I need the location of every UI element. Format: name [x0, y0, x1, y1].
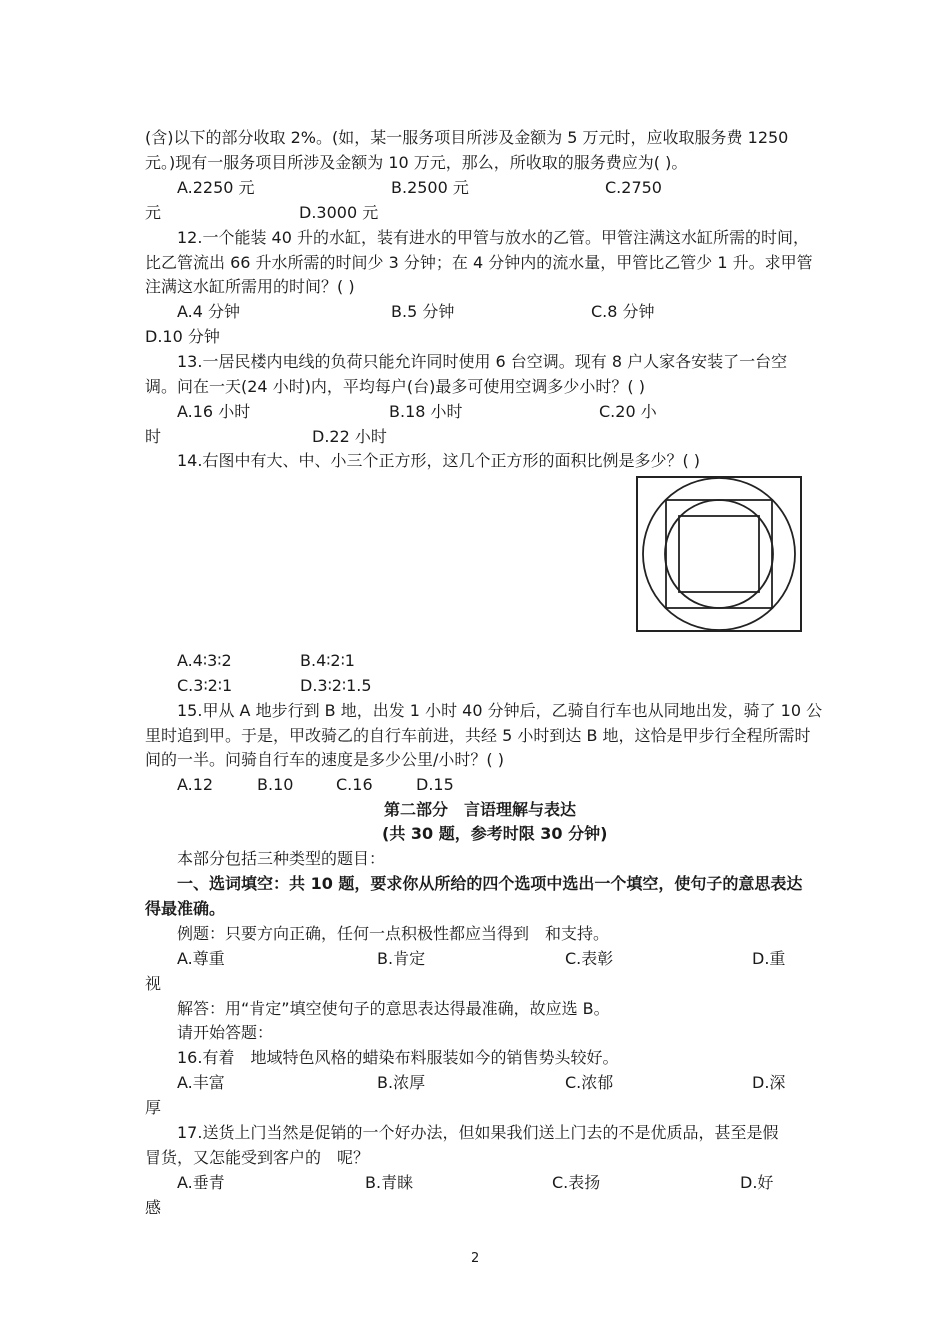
- q14-option-d: D.3∶2∶1.5: [300, 676, 372, 695]
- q17-option-d-tail: 感: [145, 1198, 162, 1217]
- q11-option-a: A.2250 元: [177, 178, 255, 197]
- section1-instruction-line-2: 得最准确。: [145, 899, 226, 918]
- example-option-b: B.肯定: [377, 949, 426, 968]
- q12-option-b: B.5 分钟: [391, 302, 455, 321]
- page-number: 2: [471, 1251, 480, 1266]
- q12-option-d: D.10 分钟: [145, 327, 220, 346]
- example-option-d-tail: 视: [145, 974, 162, 993]
- q17-stem-line-1: 17.送货上门当然是促销的一个好办法，但如果我们送上门去的不是优质品，甚至是假: [177, 1123, 779, 1142]
- q13-option-d: D.22 小时: [312, 427, 387, 446]
- q16-stem: 16.有着 地域特色风格的蜡染布料服装如今的销售势头较好。: [177, 1048, 619, 1067]
- example-option-d: D.重: [752, 949, 786, 968]
- q15-option-a: A.12: [177, 775, 214, 794]
- start-prompt: 请开始答题：: [177, 1023, 274, 1042]
- q13-stem-line-1: 13.一居民楼内电线的负荷只能允许同时使用 6 台空调。现有 8 户人家各安装了一台空: [177, 352, 788, 371]
- small-square: [679, 516, 759, 592]
- q17-stem-line-2: 冒货，又怎能受到客户的 呢？: [145, 1148, 370, 1167]
- example-option-c: C.表彰: [565, 949, 614, 968]
- q11-stem-line-2: 元。)现有一服务项目所涉及金额为 10 万元，那么，所收取的服务费应为( )。: [145, 153, 688, 172]
- example-option-a: A.尊重: [177, 949, 225, 968]
- q12-stem-line-3: 注满这水缸所需用的时间？( ): [145, 277, 355, 296]
- q12-option-a: A.4 分钟: [177, 302, 241, 321]
- example-question: 例题：只要方向正确，任何一点积极性都应当得到 和支持。: [177, 924, 610, 943]
- q14-option-c: C.3∶2∶1: [177, 676, 233, 695]
- q11-option-d: D.3000 元: [299, 203, 379, 222]
- q16-option-c: C.浓郁: [565, 1073, 614, 1092]
- q16-option-d: D.深: [752, 1073, 786, 1092]
- q11-option-b: B.2500 元: [391, 178, 469, 197]
- q12-stem-line-1: 12.一个能装 40 升的水缸，装有进水的甲管与放水的乙管。甲管注满这水缸所需的时间，: [177, 228, 809, 247]
- q12-option-c: C.8 分钟: [591, 302, 655, 321]
- part2-title: 第二部分 言语理解与表达: [384, 800, 577, 819]
- q16-option-b: B.浓厚: [377, 1073, 426, 1092]
- q16-option-d-tail: 厚: [145, 1098, 162, 1117]
- q11-option-c-tail: 元: [145, 203, 162, 222]
- q14-option-b: B.4∶2∶1: [300, 651, 355, 670]
- q13-stem-line-2: 调。问在一天(24 小时)内，平均每户(台)最多可使用空调多少小时？( ): [145, 377, 645, 396]
- q17-option-d: D.好: [740, 1173, 774, 1192]
- q15-stem-line-1: 15.甲从 A 地步行到 B 地，出发 1 小时 40 分钟后，乙骑自行车也从同地出发，骑了 10 公: [177, 701, 823, 720]
- q15-stem-line-3: 间的一半。问骑自行车的速度是多少公里/小时？( ): [145, 750, 504, 769]
- q15-option-b: B.10: [257, 775, 294, 794]
- q13-option-c: C.20 小: [599, 402, 657, 421]
- q15-option-d: D.15: [416, 775, 454, 794]
- q11-option-c: C.2750: [605, 178, 662, 197]
- q15-stem-line-2: 里时追到甲。于是，甲改骑乙的自行车前进，共经 5 小时到达 B 地，这恰是甲步行全程所需时: [145, 726, 811, 745]
- example-answer: 解答：用“肯定”填空使句子的意思表达得最准确，故应选 B。: [177, 999, 610, 1018]
- q17-option-c: C.表扬: [552, 1173, 601, 1192]
- q12-stem-line-2: 比乙管流出 66 升水所需的时间少 3 分钟；在 4 分钟内的流水量，甲管比乙管少 1 升。求甲管: [145, 253, 813, 272]
- section1-instruction-line-1: 一、选词填空：共 10 题，要求你从所给的四个选项中选出一个填空，使句子的意思表达: [177, 874, 803, 893]
- nested-squares-figure: [636, 476, 802, 632]
- q16-option-a: A.丰富: [177, 1073, 225, 1092]
- q17-option-a: A.垂青: [177, 1173, 225, 1192]
- q15-option-c: C.16: [336, 775, 373, 794]
- q14-stem: 14.右图中有大、中、小三个正方形，这几个正方形的面积比例是多少？( ): [177, 451, 701, 470]
- q14-option-a: A.4∶3∶2: [177, 651, 232, 670]
- q17-option-b: B.青睐: [365, 1173, 414, 1192]
- part2-intro: 本部分包括三种类型的题目：: [177, 849, 386, 868]
- q13-option-b: B.18 小时: [389, 402, 463, 421]
- part2-subtitle: (共 30 题，参考时限 30 分钟): [382, 824, 608, 843]
- q13-option-c-tail: 时: [145, 427, 162, 446]
- q13-option-a: A.16 小时: [177, 402, 251, 421]
- q11-stem-line-1: (含)以下的部分收取 2%。(如，某一服务项目所涉及金额为 5 万元时，应收取服务费 1250: [145, 128, 789, 147]
